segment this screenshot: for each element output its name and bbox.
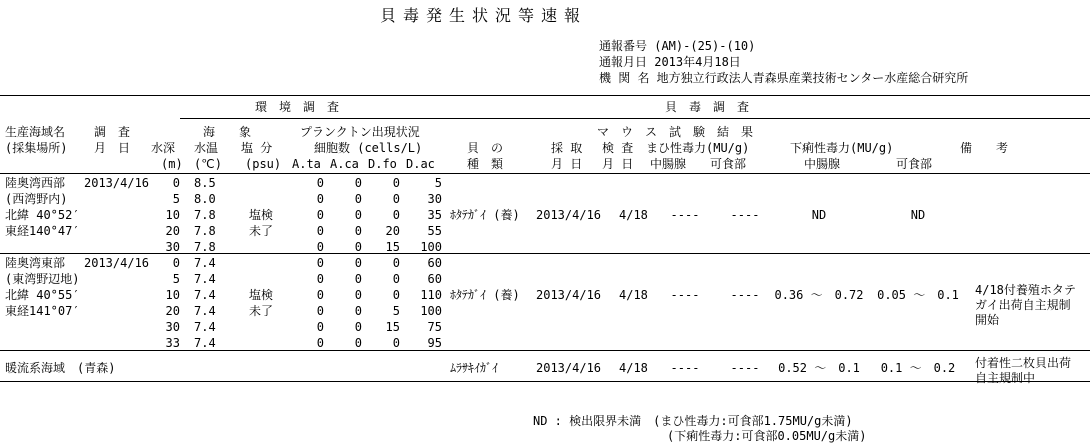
sea-header: 海 象 xyxy=(203,125,252,139)
check-md-header: 月 日 xyxy=(602,157,634,171)
depth-header: 水深 xyxy=(151,141,176,155)
aca-cell: 0 xyxy=(354,176,362,190)
collect-date: 2013/4/16 xyxy=(536,288,602,302)
salinity-value: 塩検 xyxy=(248,288,273,302)
dfo-cell: 0 xyxy=(392,272,400,286)
dfo-cell: 0 xyxy=(392,192,400,206)
dia-midgut-value: 0.52 ～ 0.1 xyxy=(778,361,860,375)
dfo-cell: 15 xyxy=(385,240,400,254)
salinity-unit: (psu) xyxy=(245,157,282,171)
dac-cell: 100 xyxy=(420,240,442,254)
par-edible-value: ---- xyxy=(730,288,760,302)
latitude: 北緯 40°52′ xyxy=(5,208,80,222)
dfo-cell: 15 xyxy=(385,320,400,334)
aca-cell: 0 xyxy=(354,192,362,206)
aca-header: A.ca xyxy=(330,157,359,171)
depth-cell: 0 xyxy=(172,256,180,270)
watertemp-cell: 7.8 xyxy=(194,240,216,254)
dac-cell: 110 xyxy=(420,288,442,302)
sampling-place: (東湾野辺地) xyxy=(5,272,80,286)
watertemp-cell: 7.4 xyxy=(194,256,216,270)
footnote-diarrhetic: (下痢性毒力:可食部0.05MU/g未満) xyxy=(667,429,867,443)
watertemp-cell: 7.4 xyxy=(194,304,216,318)
watertemp-cell: 7.4 xyxy=(194,288,216,302)
ata-cell: 0 xyxy=(316,336,324,350)
par-midgut-value: ---- xyxy=(670,208,700,222)
report-agency: 機 関 名 地方独立行政法人青森県産業技術センター水産総合研究所 xyxy=(599,71,969,85)
shell-type: ﾎﾀﾃｶﾞｲ (養) xyxy=(450,288,520,302)
aca-cell: 0 xyxy=(354,256,362,270)
watertemp-cell: 7.8 xyxy=(194,208,216,222)
dfo-cell: 0 xyxy=(392,208,400,222)
survey-header: 調 査 xyxy=(94,125,131,139)
aca-cell: 0 xyxy=(354,224,362,238)
dac-cell: 100 xyxy=(420,304,442,318)
sampling-place-header: (採集場所) xyxy=(5,141,68,155)
block-rule xyxy=(0,253,1090,254)
ata-cell: 0 xyxy=(316,240,324,254)
watertemp-header: 水温 xyxy=(194,141,219,155)
depth-cell: 10 xyxy=(165,208,180,222)
depth-cell: 0 xyxy=(172,176,180,190)
dia-edible-value: 0.05 ～ 0.1 xyxy=(877,288,959,302)
ata-cell: 0 xyxy=(316,304,324,318)
depth-cell: 20 xyxy=(165,304,180,318)
paralytic-header: まひ性毒力(MU/g) xyxy=(646,141,750,155)
shell-header: 貝 の xyxy=(467,141,504,155)
watertemp-cell: 7.8 xyxy=(194,224,216,238)
collect-date: 2013/4/16 xyxy=(536,361,602,375)
dia-midgut-value: 0.36 ～ 0.72 xyxy=(774,288,864,302)
check-header: 検 査 xyxy=(602,141,634,155)
dac-cell: 60 xyxy=(427,272,442,286)
par-midgut-header: 中腸腺 xyxy=(650,157,687,171)
par-edible-value: ---- xyxy=(730,208,760,222)
depth-cell: 30 xyxy=(165,240,180,254)
depth-unit: (m) xyxy=(161,157,183,171)
block-rule xyxy=(0,350,1090,351)
aca-cell: 0 xyxy=(354,304,362,318)
page-title: 貝毒発生状況等速報 xyxy=(380,6,588,25)
ata-cell: 0 xyxy=(316,208,324,222)
ata-cell: 0 xyxy=(316,320,324,334)
area-header: 生産海域名 xyxy=(5,125,66,139)
watertemp-unit: (℃) xyxy=(194,157,222,171)
note-line: 自主規制中 xyxy=(975,371,1036,385)
dia-midgut-value: ND xyxy=(811,208,827,222)
depth-cell: 20 xyxy=(165,224,180,238)
top-rule xyxy=(0,95,1090,96)
dfo-header: D.fo xyxy=(368,157,397,171)
ata-cell: 0 xyxy=(316,176,324,190)
watertemp-cell: 7.4 xyxy=(194,336,216,350)
depth-cell: 10 xyxy=(165,288,180,302)
ata-cell: 0 xyxy=(316,256,324,270)
depth-cell: 33 xyxy=(165,336,180,350)
dfo-cell: 0 xyxy=(392,176,400,190)
dfo-cell: 0 xyxy=(392,288,400,302)
collect-date: 2013/4/16 xyxy=(536,208,602,222)
dfo-cell: 0 xyxy=(392,336,400,350)
ata-cell: 0 xyxy=(316,272,324,286)
dac-cell: 5 xyxy=(434,176,442,190)
par-edible-header: 可食部 xyxy=(710,157,747,171)
dia-edible-header: 可食部 xyxy=(896,157,933,171)
ata-cell: 0 xyxy=(316,192,324,206)
check-date: 4/18 xyxy=(619,208,648,222)
par-midgut-value: ---- xyxy=(670,361,700,375)
area-name: 陸奥湾東部 xyxy=(5,256,66,270)
header-bottom-rule xyxy=(0,173,1090,174)
collect-header: 採 取 xyxy=(551,141,583,155)
dia-midgut-header: 中腸腺 xyxy=(804,157,841,171)
dac-header: D.ac xyxy=(406,157,435,171)
par-edible-value: ---- xyxy=(730,361,760,375)
table-bottom-rule xyxy=(0,381,1090,382)
latitude: 北緯 40°55′ xyxy=(5,288,80,302)
footnote-nd: ND : 検出限界未満 (まひ性毒力:可食部1.75MU/g未満) xyxy=(533,414,853,428)
shell-type: ﾎﾀﾃｶﾞｲ (養) xyxy=(450,208,520,222)
diarrhetic-header: 下痢性毒力(MU/g) xyxy=(790,141,894,155)
aca-cell: 0 xyxy=(354,208,362,222)
survey-date: 2013/4/16 xyxy=(84,256,150,270)
ata-cell: 0 xyxy=(316,224,324,238)
watertemp-cell: 8.0 xyxy=(194,192,216,206)
par-midgut-value: ---- xyxy=(670,288,700,302)
plankton-header: プランクトン出現状況 xyxy=(300,125,420,139)
notes-header: 備 考 xyxy=(960,141,1009,155)
dac-cell: 95 xyxy=(427,336,442,350)
watertemp-cell: 7.4 xyxy=(194,320,216,334)
mouse-test-header: マ ウ ス 試 験 結 果 xyxy=(597,125,754,139)
aca-cell: 0 xyxy=(354,336,362,350)
shell-type-header: 種 類 xyxy=(467,157,504,171)
note-line: 4/18付養殖ホタテ xyxy=(975,283,1076,298)
depth-cell: 5 xyxy=(172,192,180,206)
dfo-cell: 20 xyxy=(385,224,400,238)
header-rule xyxy=(180,118,1090,119)
report-date: 通報月日 2013年4月18日 xyxy=(599,55,741,69)
longitude: 東経140°47′ xyxy=(5,224,80,238)
note-line: 開始 xyxy=(975,313,1000,328)
shell-type: ﾑﾗｻｷｲｶﾞｲ xyxy=(450,361,499,375)
depth-cell: 30 xyxy=(165,320,180,334)
note-line: ガイ出荷自主規制 xyxy=(975,298,1071,313)
survey-date: 2013/4/16 xyxy=(84,176,150,190)
month-day-header: 月 日 xyxy=(94,141,131,155)
area-name: 陸奥湾西部 xyxy=(5,176,66,190)
dia-edible-value: 0.1 ～ 0.2 xyxy=(880,361,956,375)
area-name: 暖流系海域 (青森) xyxy=(5,361,116,375)
dac-cell: 55 xyxy=(427,224,442,238)
aca-cell: 0 xyxy=(354,288,362,302)
dac-cell: 35 xyxy=(427,208,442,222)
sampling-place: (西湾野内) xyxy=(5,192,68,206)
watertemp-cell: 7.4 xyxy=(194,272,216,286)
dfo-cell: 5 xyxy=(392,304,400,318)
longitude: 東経141°07′ xyxy=(5,304,80,318)
shellfish-survey-header: 貝 毒 調 査 xyxy=(665,100,750,114)
watertemp-cell: 8.5 xyxy=(194,176,216,190)
dac-cell: 75 xyxy=(427,320,442,334)
note-line: 付着性二枚貝出荷 xyxy=(975,356,1072,370)
salinity-value: 塩検 xyxy=(248,208,273,222)
dac-cell: 60 xyxy=(427,256,442,270)
report-number: 通報番号 (AM)-(25)-(10) xyxy=(599,39,756,53)
check-date: 4/18 xyxy=(619,361,648,375)
aca-cell: 0 xyxy=(354,272,362,286)
aca-cell: 0 xyxy=(354,320,362,334)
salinity-value: 未了 xyxy=(248,304,273,318)
salinity-value: 未了 xyxy=(248,224,273,238)
aca-cell: 0 xyxy=(354,240,362,254)
ata-header: A.ta xyxy=(292,157,321,171)
depth-cell: 5 xyxy=(172,272,180,286)
collect-md-header: 月 日 xyxy=(551,157,583,171)
salinity-header: 塩 分 xyxy=(241,141,273,155)
dac-cell: 30 xyxy=(427,192,442,206)
dfo-cell: 0 xyxy=(392,256,400,270)
check-date: 4/18 xyxy=(619,288,648,302)
dia-edible-value: ND xyxy=(910,208,926,222)
ata-cell: 0 xyxy=(316,288,324,302)
env-survey-header: 環 境 調 査 xyxy=(255,100,340,114)
cells-header: 細胞数 (cells/L) xyxy=(314,141,423,155)
